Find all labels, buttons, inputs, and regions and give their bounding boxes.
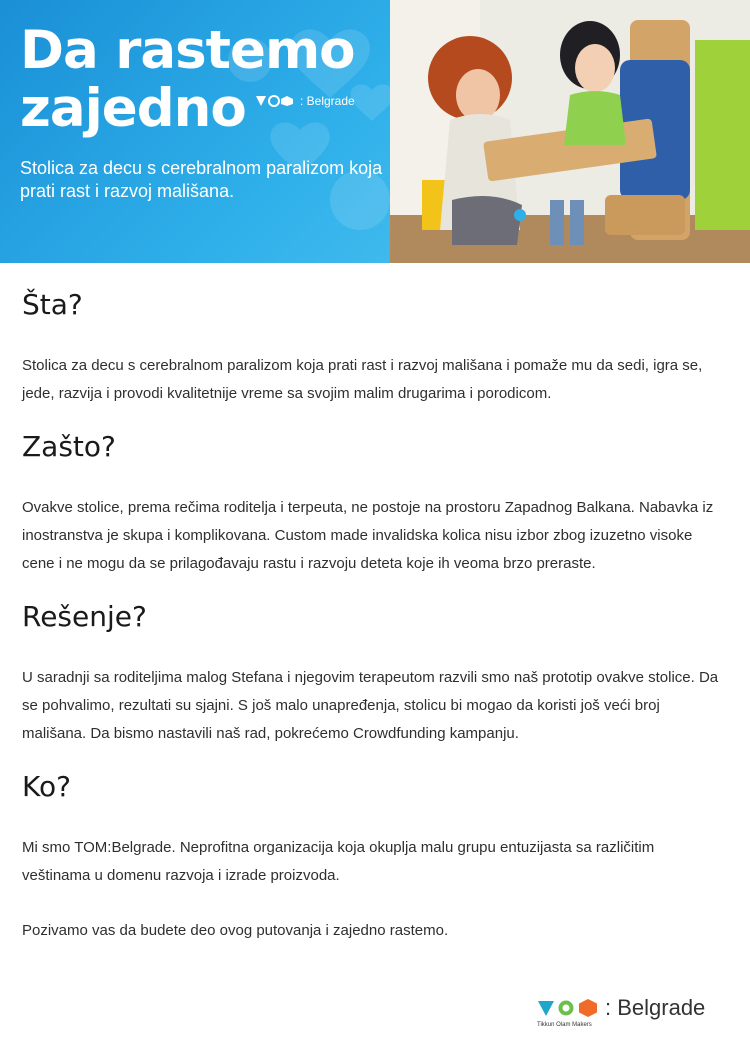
section-heading-resenje: Rešenje? (22, 600, 147, 633)
tom-logo-icon (537, 998, 599, 1018)
title-line-1: Da rastemo (20, 20, 355, 81)
section-text-zasto: Ovakve stolice, prema rečima roditelja i terpeuta, ne postoje na prostoru Zapadnog Balkana. Nabavka iz inostranstva je skupa i komplikovana. Custom made invalidska kolica nisu izbor zbog izuzetno visoke cene i ne mogu da se prilagođavaju rastu i razvoju deteta koje ih veoma brzo preraste. (22, 499, 714, 572)
closing-text: Pozivamo vas da budete deo ovog putovanja i zajedno rastemo. (22, 922, 449, 939)
section-heading-zasto: Zašto? (22, 430, 116, 463)
header-logo (255, 94, 355, 108)
footer-city: : Belgrade (605, 995, 706, 1020)
section-text-ko: Mi smo TOM:Belgrade. Neprofitna organizacija koja okuplja malu grupu entuzijasta sa različitim veštinama u domenu razvoja i izrade proizvoda. (22, 839, 655, 884)
header-logo-city: : Belgrade (300, 94, 355, 108)
header-banner (0, 0, 750, 263)
section-heading-ko: Ko? (22, 770, 71, 803)
section-text-resenje: U saradnji sa roditeljima malog Stefana i njegovim terapeutom razvili smo naš prototip ovakve stolice. Da se pohvalimo, rezultati su sjajni. S još malo unapređenja, stolicu bi mogao da koristi još veći broj mališana. Da bismo nastavili naš rad, pokrećemo Crowdfunding kampanju. (22, 669, 719, 742)
child-in-chair-photo (390, 0, 750, 263)
section-heading-sta: Šta? (22, 288, 83, 321)
title-line-2: zajedno (20, 78, 246, 139)
header-subtitle: Stolica za decu s cerebralnom paralizom koja prati rast i razvoj mališana. (20, 158, 383, 201)
footer-logo (537, 995, 705, 1028)
page-title (20, 22, 355, 138)
tom-logo-icon (255, 95, 295, 107)
main-content (22, 288, 722, 945)
footer-org-name: Tikkun Olam Makers (537, 1022, 592, 1028)
section-text-sta: Stolica za decu s cerebralnom paralizom koja prati rast i razvoj mališana i pomaže mu da sedi, igra se, jede, razvija i provodi kvalitetnije vreme sa svojim malim drugarima i porodicom. (22, 357, 703, 402)
